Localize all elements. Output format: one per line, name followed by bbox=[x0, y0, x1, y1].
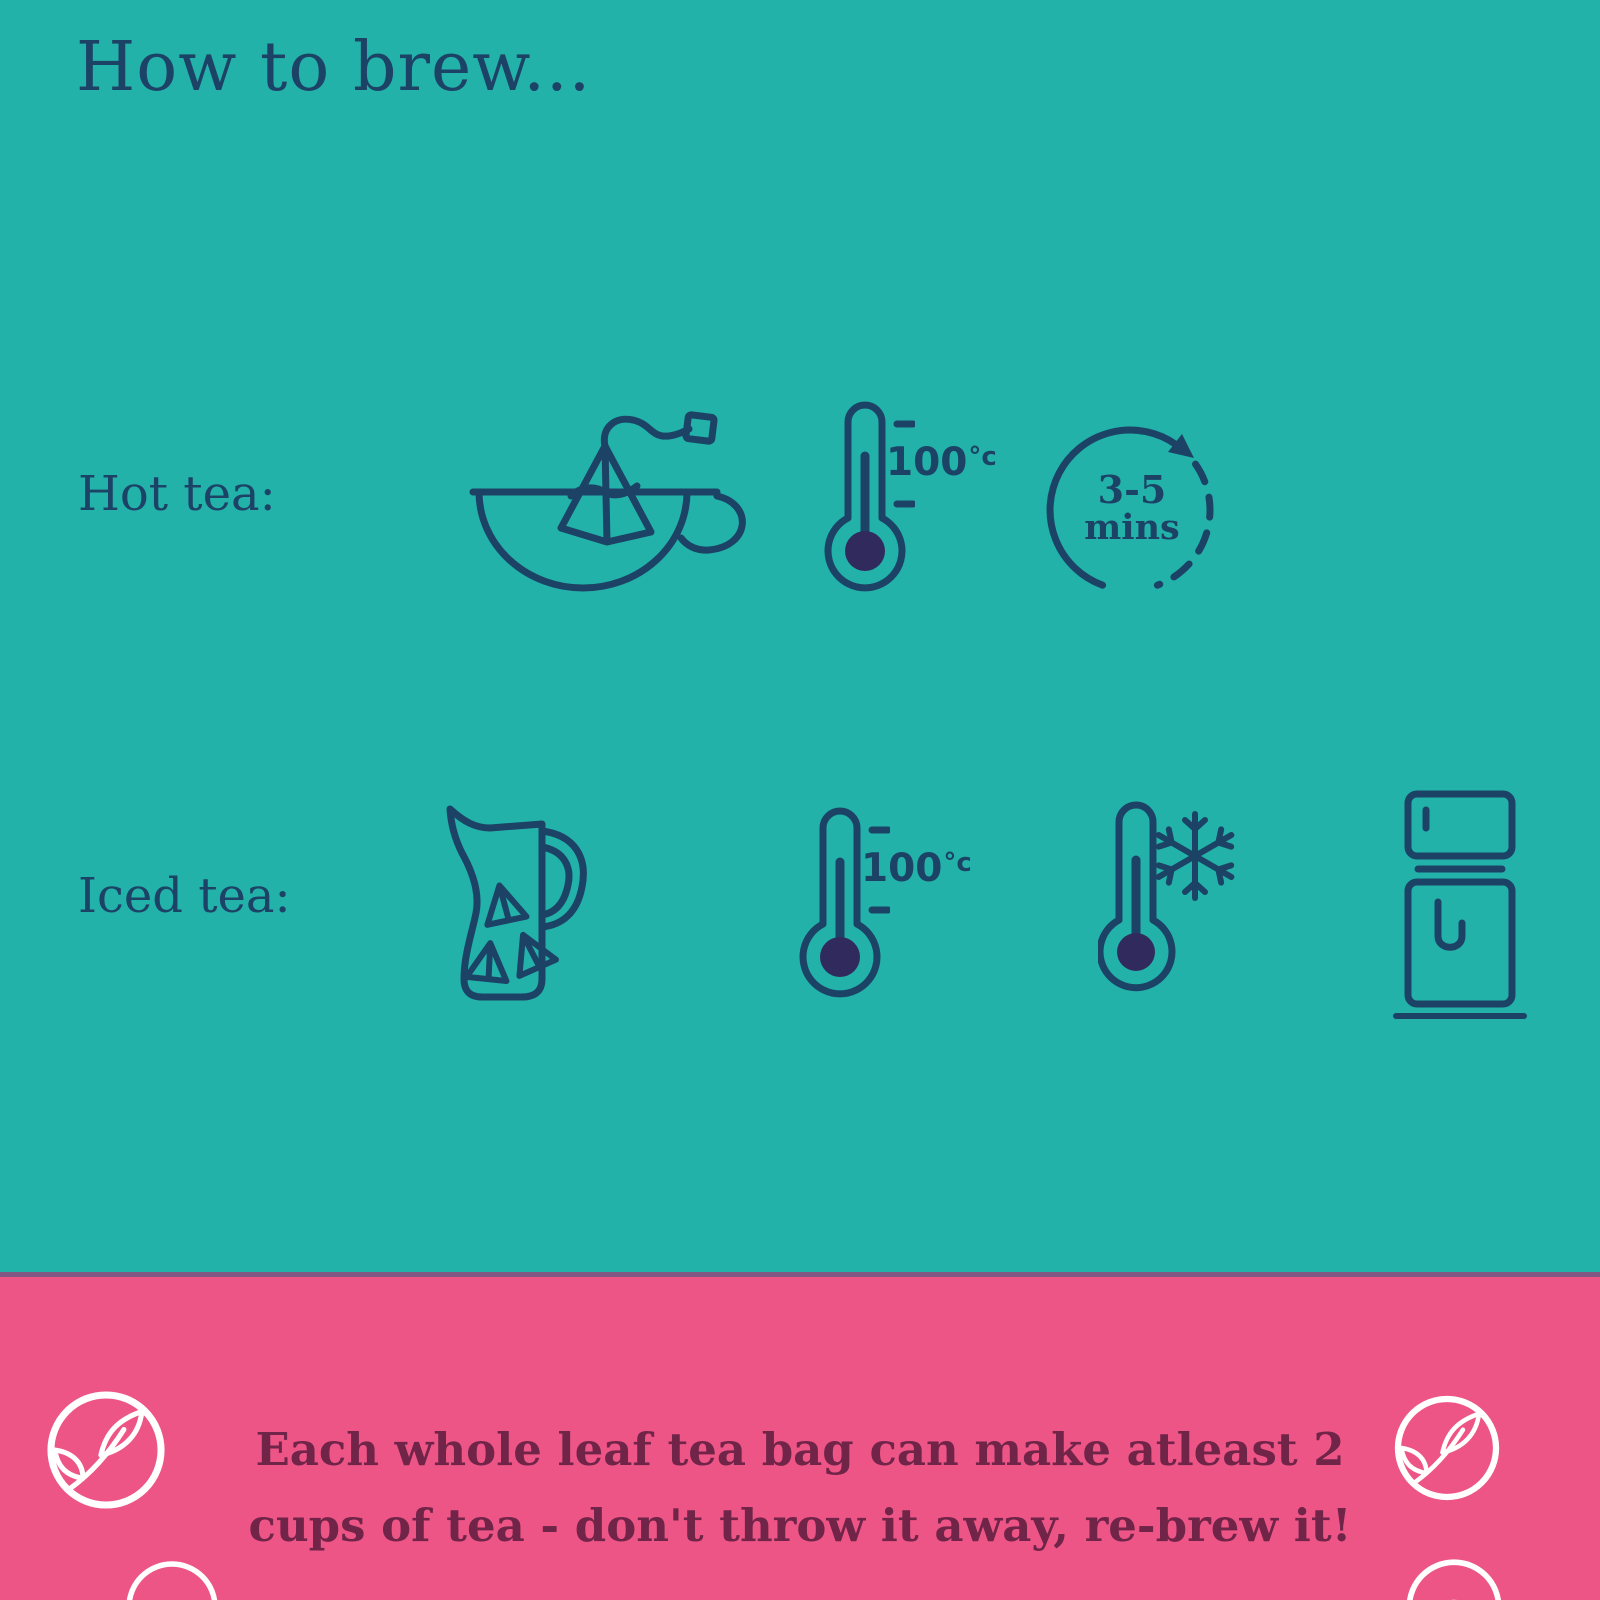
thermometer-icon bbox=[815, 392, 915, 602]
page-title: How to brew... bbox=[76, 28, 592, 107]
iced-temp-value: 100 bbox=[861, 846, 943, 891]
partial-badge-icon bbox=[122, 1557, 222, 1600]
fridge-handle bbox=[1438, 902, 1462, 947]
iced-temperature-label bbox=[861, 846, 972, 891]
cup-bowl bbox=[479, 492, 687, 588]
thermometer-bulb bbox=[1117, 933, 1155, 971]
thermometer-bulb bbox=[845, 531, 885, 571]
snowflake bbox=[1154, 814, 1237, 898]
teabag-string bbox=[604, 419, 689, 446]
pitcher-handle-inner bbox=[542, 847, 569, 915]
iced-tea-label: Iced tea: bbox=[78, 868, 291, 924]
hot-tea-label: Hot tea: bbox=[78, 466, 276, 522]
leaf-badge-icon bbox=[1390, 1391, 1504, 1505]
iced-temp-unit: °c bbox=[943, 848, 972, 878]
footer-banner bbox=[0, 1272, 1600, 1600]
thermometer-icon bbox=[790, 798, 890, 1008]
partial-badge-icon bbox=[1402, 1555, 1506, 1600]
duration-range: 3-5 bbox=[1097, 466, 1167, 512]
pitcher-icon bbox=[428, 795, 598, 1010]
footer-text-line1: Each whole leaf tea bag can make atleast 2 bbox=[255, 1423, 1345, 1476]
teabag-tag bbox=[686, 415, 715, 442]
duration-unit: mins bbox=[1084, 506, 1180, 548]
cup-handle bbox=[681, 496, 742, 550]
leaf-badge-icon bbox=[42, 1386, 170, 1514]
refrigerator-icon bbox=[1392, 788, 1532, 1023]
hot-temp-value: 100 bbox=[886, 440, 968, 485]
thermometer-bulb bbox=[820, 937, 860, 977]
footer-text-line2: cups of tea - don't throw it away, re-brew it! bbox=[248, 1499, 1352, 1552]
teacup-teabag-icon bbox=[455, 408, 755, 598]
hot-temperature-label bbox=[886, 440, 997, 485]
hot-temp-unit: °c bbox=[968, 442, 997, 472]
brew-duration-label bbox=[1032, 408, 1232, 608]
thermometer-snowflake-icon bbox=[1098, 792, 1238, 1007]
